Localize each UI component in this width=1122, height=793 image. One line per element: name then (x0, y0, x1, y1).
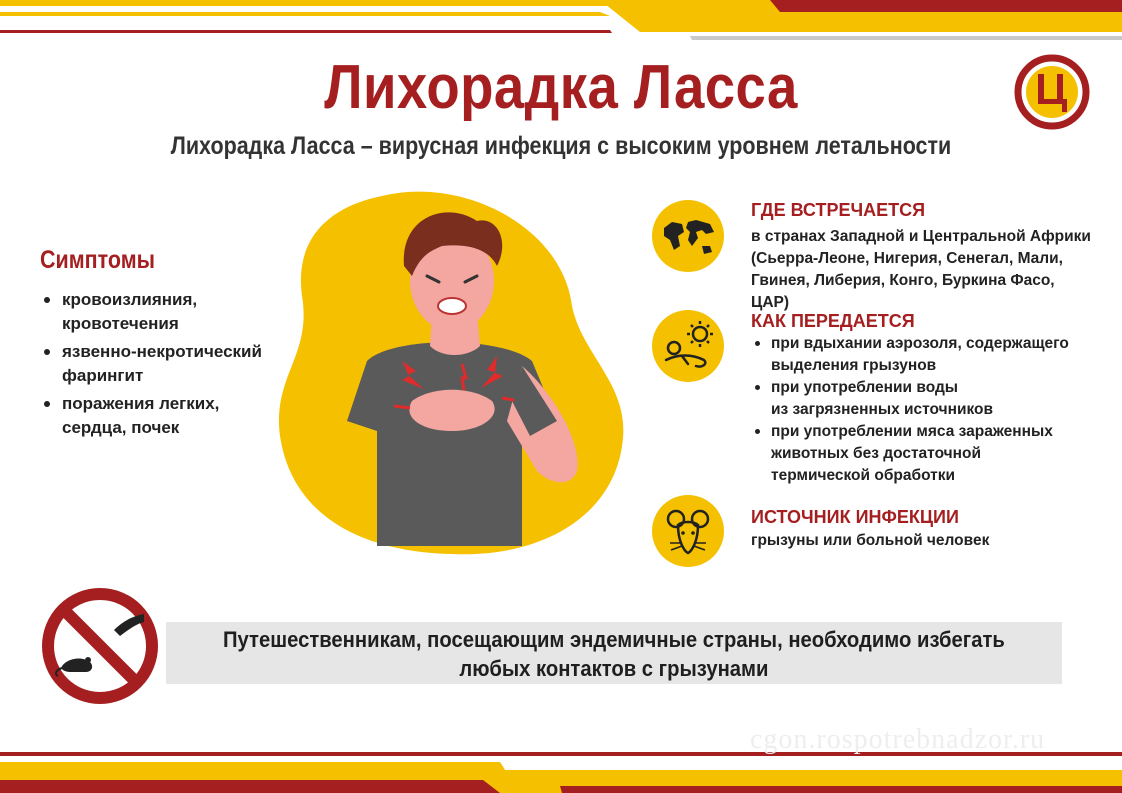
transmission-line: при употреблении мяса зараженных (771, 423, 1053, 440)
symptom-item (40, 340, 280, 388)
transmission-line: термической обработки (771, 467, 956, 484)
transmission-title: КАК ПЕРЕДАЕТСЯ (751, 311, 915, 331)
where-line: в странах Западной и Центральной Африки (751, 228, 1091, 245)
transmission-line: из загрязненных источников (771, 401, 994, 418)
where-text (751, 226, 1091, 314)
no-contact-with-rodents-icon (40, 586, 160, 706)
transmission-item (751, 421, 1091, 487)
symptoms-list (40, 288, 280, 444)
world-map-icon (652, 200, 724, 272)
page-title: Лихорадка Ласса (324, 53, 798, 122)
virus-transmission-icon (652, 310, 724, 382)
source-title: ИСТОЧНИК ИНФЕКЦИИ (751, 507, 959, 527)
transmission-line: при вдыхании аэрозоля, содержащего (771, 335, 1069, 352)
symptom-line: фарингит (62, 366, 144, 385)
sick-man-illustration (272, 186, 632, 558)
symptom-line: кровотечения (62, 314, 179, 333)
rospotrebnadzor-logo (1014, 54, 1090, 130)
transmission-line: при употреблении воды (771, 379, 959, 396)
transmission-item (751, 377, 1091, 421)
banner-line: Путешественникам, посещающим эндемичные страны, необходимо избегать (223, 627, 1005, 652)
symptoms-title: Симптомы (40, 246, 155, 274)
watermark: cgon.rospotrebnadzor.ru (750, 724, 1046, 755)
where-title: ГДЕ ВСТРЕЧАЕТСЯ (751, 200, 926, 220)
symptom-line: поражения легких, (62, 394, 220, 413)
warning-banner (166, 622, 1062, 684)
symptom-line: кровоизлияния, (62, 290, 198, 309)
page-subtitle: Лихорадка Ласса – вирусная инфекция с высоким уровнем летальности (170, 132, 952, 160)
mouse-icon (652, 495, 724, 567)
symptom-item (40, 288, 280, 336)
symptom-item (40, 392, 280, 440)
source-text: грызуны или больной человек (751, 532, 990, 549)
symptom-line: сердца, почек (62, 418, 180, 437)
transmission-item (751, 333, 1091, 377)
transmission-line: выделения грызунов (771, 357, 937, 374)
transmission-list (751, 333, 1091, 487)
where-line: Гвинея, Либерия, Конго, Буркина Фасо, ЦАР) (751, 272, 1055, 311)
symptom-line: язвенно-некротический (62, 342, 262, 361)
transmission-line: животных без достаточной (771, 445, 982, 462)
banner-line: любых контактов с грызунами (459, 656, 769, 681)
where-line: (Сьерра-Леоне, Нигерия, Сенегал, Мали, (751, 250, 1063, 267)
